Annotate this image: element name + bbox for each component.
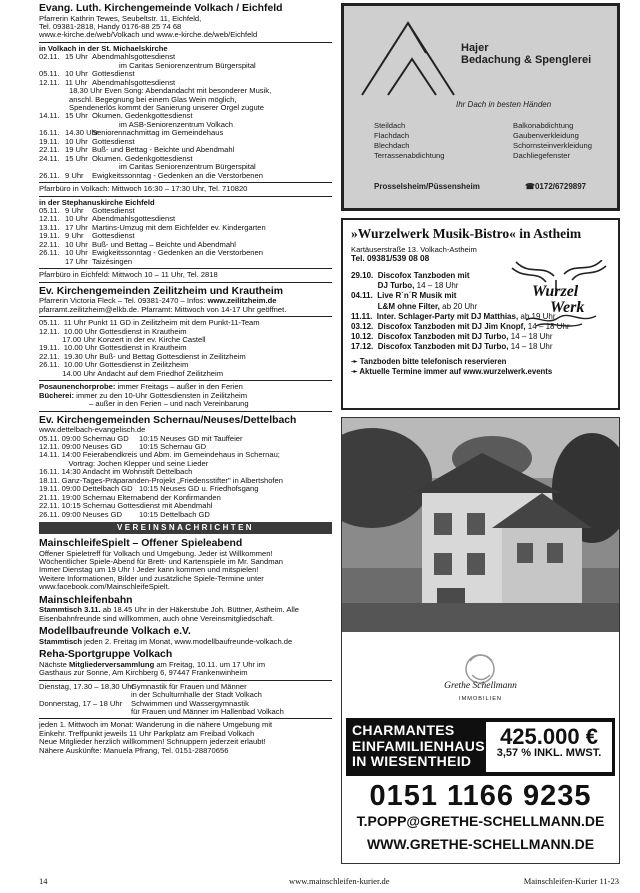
buecherei-label: Bücherei:: [39, 391, 75, 400]
event-row: 12.11. 10.00 Uhr Gottesdienst in Krautheim: [39, 327, 187, 336]
event-text: im Caritas Seniorenzentrum Bürgerspital: [119, 163, 256, 172]
hajer-slogan: Ihr Dach in besten Händen: [456, 100, 552, 109]
divider: [39, 282, 332, 283]
reha-text: Nächste: [39, 660, 69, 669]
event-text: Abendmahlsgottesdienst: [92, 53, 176, 62]
event-text: Gottesdienst: [92, 232, 135, 241]
posaunen-text: immer Freitags – außer in den Ferien: [115, 383, 243, 392]
hajer-name-line2: Bedachung & Spenglerei: [461, 54, 592, 66]
event-date: 19.11.: [39, 231, 60, 241]
event-right: 10:15 Neuses GD mit Tauffeier: [139, 433, 243, 443]
spiel-line: Immer Dienstag um 19 Uhr ! Jeder kann kommen und mitspielen!: [39, 566, 259, 575]
event-time: 11 Uhr: [65, 77, 88, 87]
event-time: 10 Uhr: [65, 214, 88, 224]
immobilien-phone: 0151 1166 9235: [369, 780, 592, 812]
event-time: 17 Uhr: [65, 222, 88, 232]
offer-price: 425.000 €: [500, 724, 598, 749]
wurzelwerk-phone: Tel. 09381/539 08 08: [351, 253, 430, 264]
event-time: 9 Uhr: [65, 170, 84, 180]
wurzelwerk-title: »Wurzelwerk Musik-Bistro« in Astheim: [351, 226, 582, 241]
event-text: Gottesdienst: [92, 70, 135, 79]
offer-headline: [352, 723, 485, 770]
event-row: Vortrag: Jochen Klepper und seine Lieder: [39, 459, 209, 468]
event-title: 17.12. Discofox Tanzboden mit DJ Turbo,: [351, 342, 509, 352]
event-date: 12.11.: [39, 214, 60, 224]
bahn-line: Eisenbahnfreunde sind willkommen, auch ohne Vereinsmitgliedschaft.: [39, 614, 275, 623]
schernau-website: www.dettelbach-evangelisch.de: [39, 426, 146, 435]
immobilien-brand-sub: IMMOBILIEN: [459, 696, 502, 702]
bahn-line: [39, 606, 332, 614]
event-time: 14 – 18 Uhr: [508, 342, 553, 352]
immobilien-brand: Grethe Schellmann: [444, 681, 517, 691]
spiel-line: Offener Spieletreff für Volkach und Umgebung. Jeder ist Willkommen!: [39, 549, 273, 558]
evang-line: Pfarrerin Kathrin Tewes, Seubeltstr. 11, Eichfeld,: [39, 14, 202, 23]
event-title: 29.10. Discofox Tanzboden mit: [351, 270, 470, 280]
event-time: 15 Uhr: [65, 153, 88, 163]
event-text: Gottesdienst: [92, 207, 135, 216]
event-right: 10:15 Schernau GD: [139, 441, 207, 451]
wurzelwerk-logo: [506, 260, 612, 330]
event-text: Taizésingen: [92, 257, 133, 266]
evang-line: Tel. 09381-2818, Handy 0176-88 25 74 68: [39, 22, 182, 31]
event-date: 22.11.: [39, 239, 60, 249]
event-row: 26.11. 10.00 Uhr Gottesdienst in Zeilitzheim: [39, 361, 189, 370]
event-title: DJ Turbo,: [351, 281, 415, 291]
event-time: 14 – 18 Uhr: [525, 321, 570, 331]
eichfeld-office: Pfarrbüro in Eichfeld: Mittwoch 10 – 11 Uhr, Tel. 2818: [39, 271, 218, 280]
zeilitz-title: Ev. Kirchengemeinden Zeilitzheim und Krautheim: [39, 285, 284, 297]
hajer-ad: [341, 3, 620, 211]
event-time: 10 Uhr: [65, 69, 88, 79]
bahn-title: Mainschleifenbahn: [39, 594, 133, 606]
event-date: 02.11.: [39, 52, 60, 62]
event-left: 26.11. 09:00 Neuses GD: [39, 509, 123, 519]
right-column: [341, 3, 620, 864]
event-row: [39, 258, 332, 266]
note-text: Aktuelle Termine immer auf www.wurzelwerk.events: [359, 366, 553, 376]
event-row: 19.11. 10.00 Uhr Gottesdienst in Krautheim: [39, 344, 187, 353]
offer-headline-line: EINFAMILIENHAUS: [352, 737, 485, 754]
schedule-activity: in der Schulturnhalle der Stadt Volkach: [131, 690, 262, 700]
event-text: Martins-Umzug mit dem Eichfelder ev. Kindergarten: [92, 223, 266, 232]
event-text: Ewigkeitssonntag - Gedenken an die Verstorbenen: [92, 171, 263, 180]
divider: [39, 316, 332, 317]
event-text: Seniorennachmittag im Gemeindehaus: [92, 129, 224, 138]
event-row: [39, 87, 332, 95]
service-item: Blechdach: [374, 141, 410, 150]
modell-line: [39, 638, 332, 646]
event-row: 05.11. 11 Uhr Punkt 11 GD in Zeilitzheim mit dem Punkt-11-Team: [39, 319, 260, 328]
offer-price-box: [486, 722, 612, 772]
schedule-activity: Schwimmen und Wassergymnastik: [131, 698, 249, 708]
note-text: Tanzboden bitte telefonisch reservieren: [359, 356, 507, 366]
divider: [39, 42, 332, 43]
event-row: [39, 485, 332, 493]
event-row: [39, 79, 332, 87]
bahn-section: [39, 595, 332, 623]
modell-section: [39, 626, 332, 646]
service-item: Balkonabdichtung: [513, 121, 574, 130]
schedule-activity: Gymnastik für Frauen und Männer: [131, 681, 247, 691]
event-row: [39, 443, 332, 451]
zeilitz-line: [39, 297, 332, 305]
schedule-row: [39, 708, 332, 716]
reha-tail: Nähere Auskünfte: Manuela Pfrang, Tel. 0151-28870656: [39, 746, 229, 755]
event-row: 21.11. 19:00 Schernau Elternabend der Konfirmanden: [39, 493, 221, 502]
page-number: 14: [39, 876, 48, 886]
event-date: 05.11.: [39, 69, 60, 79]
page-footer: [39, 877, 619, 889]
schedule-activity: für Frauen und Männer im Hallenbad Volkach: [131, 706, 284, 716]
wurzelwerk-event: [351, 332, 610, 342]
volkach-events-list: [39, 53, 332, 180]
event-time: 17 Uhr: [65, 256, 88, 266]
hajer-name: [461, 42, 591, 66]
reha-tail: jeden 1. Mittwoch im Monat: Wanderung in die nähere Umgebung mit: [39, 721, 273, 730]
vereins-banner: VEREINSNACHRICHTEN: [39, 522, 332, 534]
event-text: Spendenerlös kommt der Sanierung unserer Orgel zugute: [69, 104, 265, 113]
wurzelwerk-note: [351, 367, 610, 377]
event-time: 14 – 18 Uhr: [508, 332, 553, 342]
event-date: 16.11.: [39, 128, 60, 138]
event-date: 13.11.: [39, 222, 60, 232]
immobilien-website: WWW.GRETHE-SCHELLMANN.DE: [366, 836, 595, 852]
schedule-time: Donnerstag, 17 – 18 Uhr: [39, 698, 123, 708]
event-time: 15 Uhr: [65, 111, 88, 121]
schedule-time: [39, 708, 131, 716]
zeilitz-line: pfarramt.zeilitzheim@elkb.de. Pfarramt: Mittwoch von 14-17 Uhr geöffnet.: [39, 305, 287, 314]
bahn-lead: Stammtisch 3.11.: [39, 606, 101, 615]
event-date: 05.11.: [39, 206, 60, 216]
event-left: 12.11. 09:00 Neuses GD: [39, 441, 123, 451]
event-date: 14.11.: [39, 111, 60, 121]
immobilien-offer-box: [346, 718, 615, 776]
arrow-right-icon: ➛: [351, 366, 360, 376]
spiel-section: [39, 538, 332, 592]
event-text: Ewigkeitssonntag - Gedenken an die Verstorbenen: [92, 249, 263, 258]
volkach-heading: in Volkach in der St. Michaelskirche: [39, 43, 168, 53]
event-row: [39, 172, 332, 180]
event-text: Abendmahlsgottesdienst: [92, 215, 176, 224]
wurzelwerk-note: [351, 357, 610, 367]
footer-url: www.mainschleifen-kurier.de: [289, 876, 390, 886]
event-date: 26.11.: [39, 170, 60, 180]
modell-text: jeden 2. Freitag im Monat, www.modellbaufreunde-volkach.de: [82, 637, 293, 646]
event-row: [39, 96, 332, 104]
event-row: [39, 112, 332, 120]
reha-text: am Freitag, 10.11. um 17 Uhr im: [154, 660, 266, 669]
service-item: Flachdach: [374, 131, 410, 140]
event-time: ab 19 Uhr: [518, 311, 556, 321]
reha-line: Gasthaus zur Sonne, Am Kirchberg 6, 97447 Frankenwinheim: [39, 669, 248, 678]
event-right: 10:15 Dettelbach GD: [139, 509, 210, 519]
event-title: 03.12. Discofox Tanzboden mit DJ Jim Knopf,: [351, 321, 526, 331]
event-row: 17.00 Uhr Konzert in der ev. Kirche Castell: [39, 335, 206, 344]
event-text: Buß- und Bettag - Beichte und Abendmahl: [92, 146, 235, 155]
reha-section: [39, 649, 332, 755]
posaunen-label: Posaunenchorprobe:: [39, 383, 116, 392]
zeilitz-section: [39, 286, 332, 412]
reha-line: [39, 661, 332, 669]
wurzelwerk-event: [351, 342, 610, 352]
spiel-line: Weitere Informationen, Bilder und zusätzliche Spiele-Termine unter: [39, 574, 264, 583]
event-text: Abendmahlsgottesdienst: [92, 78, 176, 87]
eichfeld-heading: in der Stephanuskirche Eichfeld: [39, 197, 155, 207]
evang-line: www.e-kirche.de/web/Volkach und www.e-kirche.de/web/Eichfeld: [39, 31, 258, 40]
immobilien-ad: [341, 417, 620, 864]
evang-title: Evang. Luth. Kirchengemeinde Volkach / Eichfeld: [39, 3, 283, 14]
event-date: 26.11.: [39, 248, 60, 258]
event-date: 24.11.: [39, 153, 60, 163]
wurzelwerk-logo-text: Werk: [550, 299, 585, 316]
schernau-section: [39, 415, 332, 519]
event-time: ab 20 Uhr: [439, 301, 478, 311]
service-item: Terrassenabdichtung: [374, 151, 445, 160]
hajer-services-right: [513, 121, 592, 161]
spiel-line: www.facebook.com/MainschleifeSpielt.: [39, 583, 170, 592]
zeilitz-events-list: [39, 319, 332, 378]
service-item: Gaubenverkleidung: [513, 131, 579, 140]
event-text: Ökumen. Gedenkgottesdienst: [92, 154, 193, 163]
eichfeld-events-list: [39, 207, 332, 266]
event-time: 9 Uhr: [65, 231, 84, 241]
modell-title: Modellbaufreunde Volkach e.V.: [39, 626, 191, 638]
divider: [39, 411, 332, 412]
reha-title: Reha-Sportgruppe Volkach: [39, 649, 173, 661]
immobilien-email: T.POPP@GRETHE-SCHELLMANN.DE: [356, 813, 605, 829]
event-row: 22.11. 10:15 Schernau Gottesdienst mit Abendmahl: [39, 502, 213, 511]
house-photo: [342, 418, 619, 632]
bahn-text: ab 18.45 Uhr in der Häkerstube Joh. Büttner, Astheim. Alle: [100, 606, 300, 615]
modell-lead: Stammtisch: [39, 637, 83, 646]
wurzelwerk-notes: [351, 357, 610, 377]
event-row: [39, 53, 332, 61]
event-left: 05.11. 09:00 Schernau GD: [39, 433, 129, 443]
volkach-office: Pfarrbüro in Volkach: Mittwoch 16:30 – 17:30 Uhr, Tel. 710820: [39, 185, 248, 194]
event-date: 12.11.: [39, 77, 60, 87]
buecherei-line: [39, 392, 332, 400]
buecherei-text: immer zu den 10-Uhr Gottesdiensten in Zeilitzheim: [74, 391, 248, 400]
zeilitz-contact: Pfarrerin Victoria Fleck – Tel. 09381-2470 – Infos:: [39, 297, 208, 306]
event-time: 10 Uhr: [65, 239, 88, 249]
evang-section: [39, 3, 332, 283]
event-right: 10:15 Neuses GD u. Friedhofsgang: [139, 484, 259, 494]
event-text: anschl. Begegnung bei einem Glas Wein möglich,: [69, 95, 237, 104]
hajer-name-line1: Hajer: [461, 42, 489, 54]
divider: [39, 380, 332, 381]
event-date: 22.11.: [39, 145, 60, 155]
event-row: 14.11. 14:00 Feierabendkreis und Abm. im Gemeindehaus in Schernau;: [39, 451, 280, 460]
event-time: 14 – 18 Uhr: [414, 281, 459, 291]
event-date: 19.11.: [39, 136, 60, 146]
event-time: 14.30 Uhr: [65, 128, 99, 138]
service-item: Schornsteinverkleidung: [513, 141, 592, 150]
event-title: 10.12. Discofox Tanzboden mit DJ Turbo,: [351, 332, 509, 342]
schernau-events-list: [39, 435, 332, 520]
event-left: 19.11. 09:00 Dettelbach GD: [39, 484, 133, 494]
offer-commission: 3,57 % INKL. MWST.: [496, 747, 602, 759]
event-row: 16.11. 14:30 Andacht im Wohnstift Dettelbach: [39, 468, 193, 477]
divider: [39, 718, 332, 719]
divider: [39, 680, 332, 681]
event-text: Gottesdienst: [92, 137, 135, 146]
arrow-right-icon: ➛: [351, 356, 360, 366]
spiel-line: Wöchentlicher Spiele-Abend für Brett- und Kartenspiele im Mr. Sandman: [39, 558, 283, 567]
schedule-time: Dienstag, 17.30 – 18.30 Uhr: [39, 681, 134, 691]
reha-tail: Neue Mitglieder herzlich willkommen! Schnuppern jederzeit erlaubt!: [39, 738, 266, 747]
event-row: 22.11. 19.30 Uhr Buß- und Bettag Gottesdienst in Zeilitzheim: [39, 352, 246, 361]
event-title: L&M ohne Filter,: [351, 301, 440, 311]
reha-lead: Mitgliederversammlung: [68, 660, 155, 669]
spiel-title: MainschleifeSpielt – Offener Spieleabend: [39, 538, 243, 550]
event-time: 9 Uhr: [65, 206, 84, 216]
footer-issue: Mainschleifen-Kurier 11-23: [523, 876, 619, 886]
service-item: Steildach: [374, 121, 406, 130]
hajer-services-left: [374, 121, 445, 161]
event-title: 11.11. Inter. Schlager-Party mit DJ Matthias,: [351, 311, 519, 321]
service-item: Dachliegefenster: [513, 151, 570, 160]
divider: [39, 182, 332, 183]
event-text: im Caritas Seniorenzentrum Bürgerspital: [119, 61, 256, 70]
event-row: [39, 511, 332, 519]
offer-headline-line: CHARMANTES: [352, 722, 455, 738]
wurzelwerk-logo-text: Wurzel: [532, 283, 579, 300]
wurzelwerk-ad: [341, 218, 620, 410]
event-row: [39, 155, 332, 163]
wurzelwerk-address: Kartäuserstraße 13. Volkach-Astheim: [351, 245, 477, 254]
offer-headline-line: IN WIESENTHEID: [352, 753, 472, 769]
event-time: 15 Uhr: [65, 52, 88, 62]
left-column: [39, 3, 332, 758]
reha-schedule: [39, 683, 332, 717]
hajer-phone: ☎0172/6729897: [525, 182, 587, 191]
buecherei-line: – außer in den Ferien – und nach Vereinbarung: [89, 400, 249, 409]
zeilitz-website: www.zeilitzheim.de: [207, 297, 277, 306]
event-text: 18.30 Uhr Even Song: Abendandacht mit besonderer Musik,: [69, 87, 272, 96]
schernau-title: Ev. Kirchengemeinden Schernau/Neuses/Dettelbach: [39, 414, 297, 426]
event-text: Ökumen. Gedenkgottesdienst: [92, 112, 193, 121]
roof-logo-icon: [358, 19, 458, 99]
reha-tail: Einkehr. Treffpunkt jeweils 11 Uhr Parkplatz am Freibad Volkach: [39, 729, 255, 738]
event-time: 19 Uhr: [65, 145, 88, 155]
event-text: Buß- und Bettag – Beichte und Abendmahl: [92, 240, 236, 249]
event-text: im ASB-Seniorenzentrum Volkach: [119, 120, 233, 129]
event-date: [39, 258, 65, 266]
hajer-city: Prosselsheim/Püssensheim: [374, 182, 480, 191]
divider: [39, 196, 332, 197]
posaunen-line: [39, 383, 332, 391]
event-time: 10 Uhr: [65, 248, 88, 258]
event-row: 14.00 Uhr Andacht auf dem Friedhof Zeilitzheim: [39, 369, 224, 378]
event-row: 18.11. Ganz-Tages-Präparanden-Projekt „Friedensstifter" in Albertshofen: [39, 476, 283, 485]
divider: [39, 268, 332, 269]
event-title: 04.11. Live R´n´R Musik mit: [351, 291, 457, 301]
event-time: 10 Uhr: [65, 136, 88, 146]
